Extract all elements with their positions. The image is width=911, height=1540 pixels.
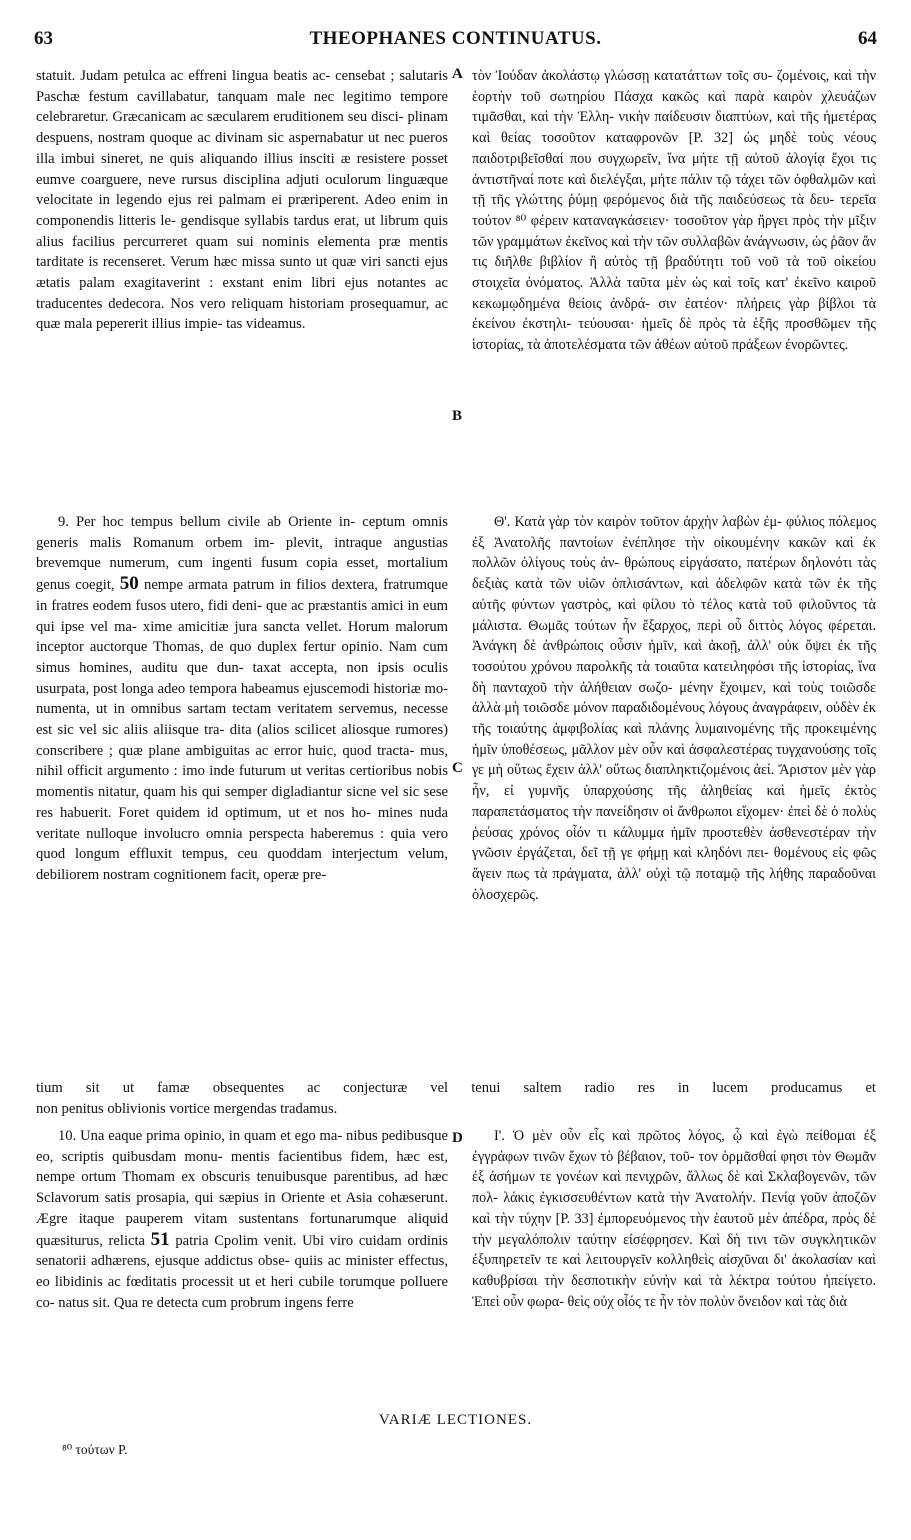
latin-paragraph-10-start: 10. Una eaque prima opinio, in quam et ego ma- nibus pedibusque eo, scriptis quibusdam monu- mentis facientibus fidem, hæc est, nempe ortum Thomam ex obscuris tenuibusque parentibus, ad hæc Sclavorum satis prosapia, qui sæpius in Oriente et Asia cohæserunt. Ægre itaque pauperem vitam sustentans fortunarumque aliquid quæsiturus, relicta xyxy=(36,1128,448,1249)
greek-column-section-10 xyxy=(472,1126,876,1312)
page-number-left: 63 xyxy=(34,28,53,49)
footnote: ⁸⁰ τούτων P. xyxy=(62,1442,128,1457)
margin-mark-c: C xyxy=(452,760,463,776)
latin-paragraph-1: statuit. Judam petulca ac effreni lingua beatis ac- censebat ; salutaris Paschæ festum cavillabatur, tanquam male nec legitimo tempore celebraretur. Græcanicam ac sæcularem eruditionem seu disci- plinam despuens, nostram quoque ac divinam sic aspernabatur ut nec pueros illa imbui sineret, ne quis aliquando illius insciti æ resistere posset eumve coarguere, neve rursus disciplina adjuti oculorum linguæque velocitate in legendo ejus rei palmam ei præriperent. Adeo enim in componendis litteris le- gendisque syllabis tardus erat, ut librum quis alius facilius percurreret quam sui nominis elementa præ mentis tarditate is recenseret. Verum hæc missa sunto ut quæ viri sancti ejus ætatis palam exagitaverint : exstant enim libri ejus notantes ac traducentes dedecora. Nos vero reliquam historiam prosequamur, ac quæ mala pepererit illius impie- tas videamus. xyxy=(36,68,448,333)
latin-paragraph-10 xyxy=(36,1126,448,1313)
margin-mark-a: A xyxy=(452,66,463,82)
full-width-line-1: tium sit ut famæ obsequentes ac conjecturæ vel tenui saltem radio res in lucem producamus et xyxy=(36,1080,876,1096)
variae-lectiones-heading: VARIÆ LECTIONES. xyxy=(378,1412,533,1428)
latin-column xyxy=(36,66,448,335)
margin-mark-b: B xyxy=(452,408,463,424)
latin-paragraph-9-rest: nempe armata patrum in filios dextera, fratrumque in fratres eodem fusos utero, fidi deni- que ac præstantis amici in eum qui ipse vel ma- xime amicitiæ jura sancta vellet. Horum malorum inceptor auctorque Thomas, de quo duplex fertur opinio. Nam cum simus homines, auditu que dun- taxat accepta, non ipsis oculis usurpata, post longa adeo tempora habeamus ejuscemodi historiæ mo- numenta, ut in omnibus sartam tectam veritatem servemus, necesse est sic vel sic aliis aliisque tra- dita (alios scilicet aliosque rumores) conscribere ; quæ plane ambiguitas ac error huic, quod tracta- mus, nihil officit argumento : imo inde futurum ut veritas certioribus nobis momentis nitatur, quam his qui semper digladiantur sicne vel sic sese res habuerit. Foret quidem id optimum, ut et nos ho- mines nuda veritate nulloque involucro omnia perspecta haberemus : quia vero quod longum effluxit tempus, ceu quoddam interjectum velum, debiliorem nostram cognitionem facit, operæ pre- xyxy=(36,577,448,883)
running-title: THEOPHANES CONTINUATUS. xyxy=(309,28,602,49)
greek-paragraph-9: Θ'. Κατὰ γὰρ τὸν καιρὸν τοῦτον ἀρχὴν λαβὼν ἐμ- φύλιος πόλεμος ἐξ Ἀνατολῆς παντοίων ἐνέπλησε τὴν οἰκουμένην κακῶν καὶ ἐκ πολλῶν ὀλίγους τοὺς ἀν- θρώπους εἰργάσατο, πατέρων δηλονότι τὰς δεξιὰς κατὰ τῶν υἱῶν ὁπλισάντων, καὶ ἀδελφῶν κατὰ τῶν ἐκ τῆς αὐτῆς φύντων γαστρὸς, καὶ φίλου τὸ τέλος κατὰ τοῦ φιλοῦντος τὰ μάλιστα. Θωμᾶς τούτων ἦν ἔξαρχος, περὶ οὗ διττὸς λόγος φέρεται. Ἀνάγκη δὲ ἀνθρώποις οὖσιν ἡμῖν, καὶ ἀκοῇ, ἀλλ' οὐκ ὄψει ἐκ τῆς τοσούτου χρόνου παρολκῆς τὰ τοιαῦτα κατειληφόσι τῆς ἱστορίας, ἵνα δὴ πανταχοῦ τὴν ἀλήθειαν σωζο- μένην ἔχοιμεν, καὶ τοὺς τοιῶσδε ἀλλὰ μὴ τοιῶσδε μόνον παραδιδομένους λόγους ἀναγράφειν, οὐδὲν ἐκ τῆς τοιαύτης ἀμφιβολίας καὶ πλάνης λυμαινομένης τῆς προκειμένης ἡμῖν ὑποθέσεως, μᾶλλον μὲν οὖν καὶ ἀσφαλεστέρας τυγχανούσης τοῖς γε μὴ οὕτως ἔχειν ἀλλ' οὕτως διαπληκτιζομένοις ἀεί. Ἄριστον μὲν γὰρ ἦν, εἰ γυμνῆς ὑπαρχούσης τῆς ἀληθείας καὶ ἡμεῖς ἐκτὸς παραπετάσματος τὴν πανείδησιν οἱ ἄνθρωποι εἴχομεν· ἐπεὶ δὲ ὁ πολὺς ῥεύσας χρόνος οἷόν τι κάλυμμα ἡμῖν προστεθὲν ἀσθενεστέραν τὴν γνῶσιν ἐργάζεται, δεῖ τῇ γε φήμῃ καὶ κληδόνι πει- θομένους εἰς φῶς ἄγειν πως τὰ πράγματα, ἀλλ' οὐχὶ τῷ ποταμῷ τῆς λήθης παραδοῦναι ὁλοσχερῶς. xyxy=(472,514,876,903)
greek-column xyxy=(472,66,876,356)
full-width-line-2: non penitus oblivionis vortice mergendas tradamus. xyxy=(36,1101,338,1117)
latin-column-section-10 xyxy=(36,1126,448,1313)
latin-paragraph-9-start: 9. Per hoc tempus bellum civile ab Oriente in- ceptum omnis generis malis Romanum orbem im- plevit, intraque angustias brevemque numerum, cum ingenti fusum copia esset, mortalium genus coegit, xyxy=(36,514,448,594)
page-header xyxy=(34,28,877,58)
latin-paragraph-10-rest: patria Cpolim venit. Ubi viro cuidam ordinis senatorii adhærens, ejusque addictus obse- quiis ac minister effectus, eo libidinis ac fœditatis processit ut et heri cubile torumque polluere co- natus sit. Qua re detecta cum probrum ingens ferre xyxy=(36,1232,448,1311)
greek-paragraph-1: τὸν Ἰούδαν ἀκολάστῳ γλώσσῃ κατατάττων τοῖς συ- ζομένοις, καὶ τὴν ἑορτὴν τοῦ σωτηρίου Πάσχα κακῶς καὶ παρὰ καιρὸν χλευάζων τιμᾶσθαι, καὶ τὴν Ἑλλη- νικὴν παίδευσιν διαπτύων, καὶ τῆς ἡμετέρας καὶ θείας τοσοῦτον καταφρονῶν [P. 32] ὡς μηδὲ τοὺς νέους παιδοτριβεῖσθαί που συγχωρεῖν, ἵνα μήτε τῇ αὐτοῦ ἀλογίᾳ ἔχοι τις ἀντιστῆναί ποτε καὶ διελέγξαι, μήτε πάλιν τῷ τάχει τῶν ὀφθαλμῶν καὶ τῇ τῆς γλώττης ῥύμῃ φερόμενος διὰ τῆς παιδεύσεως τὰ δευ- τερεῖα τούτον ⁸⁰ φέρειν καταναγκάσειεν· τοσοῦτον γὰρ ἤργει πρὸς τὴν μῖξιν τῶν γραμμάτων ἐκεῖνος καὶ τὴν τῶν συλλαβῶν ἀνάγνωσιν, ὡς ῥᾶον ἄν τις διῆλθε βιβλίον ἢ αὐτὸς τῇ βραδύτητι τοῦ νοῦ τὰ τοῦ οἰκείου στοιχεῖα ὀνόματος. Ἀλλὰ ταῦτα μὲν ὡς καὶ τοῖς κατ' ἐκεῖνο καιροῦ κεκωμῳδημένα θείοις ἀνδρά- σιν ἐατέον· πλήρεις γὰρ βίβλοι τὰ ἐκείνου ἐκστηλι- τεύουσαι· ἡμεῖς δὲ πρὸς τὰ ἑξῆς προσθῶμεν τῆς ἱστορίας, τὰ ἀποτελέσματα τῶν ἀθέων αὐτοῦ πράξεων ἐνορῶντες. xyxy=(472,68,876,354)
margin-number-50: 50 xyxy=(119,573,139,595)
latin-column-section-9 xyxy=(36,512,448,886)
page-number-right: 64 xyxy=(858,28,877,49)
margin-number-51: 51 xyxy=(150,1228,170,1250)
greek-column-section-9 xyxy=(472,512,876,905)
greek-paragraph-10: Ι'. Ὁ μὲν οὖν εἷς καὶ πρῶτος λόγος, ᾧ καὶ ἐγὼ πείθομαι ἐξ ἐγγράφων τινῶν ἔχων τὸ βέβαιον, τοῦ- τον ὁρμᾶσθαί φησι τὸν Θωμᾶν ἐξ ἀσήμων τε γονέων καὶ πενιχρῶν, ἄλλως δὲ καὶ Σκλαβογενῶν, τῶν πολ- λάκις ἐγκισσευθέντων κατὰ τὴν Ἀνατολήν. Πενίᾳ γοῦν ἀποζῶν καὶ τὴν τύχην [P. 33] ἐμπορευόμενος τὴν ἑαυτοῦ μὲν ἀπέδρα, πρὸς δὲ τὴν μεγαλόπολιν ταύτην εἰσέφρησεν. Καὶ δὴ τινι τῶν συγκλητικῶν ἐξυπηρετεῖν τε καὶ λειτουργεῖν κολληθεὶς αἰσχῦναι δι' ἀκολασίαν καὶ καθυβρίσαι τὴν δεσποτικὴν εὐνὴν καὶ τὰ λέκτρα τούτου ἠπείγετο. Ἐπεὶ οὖν φωρα- θεὶς οὐχ οἷός τε ἦν τὸν πολὺν ὄνειδον καὶ τὰς διὰ xyxy=(472,1128,876,1310)
latin-paragraph-9 xyxy=(36,512,448,886)
margin-mark-d: D xyxy=(452,1130,463,1146)
